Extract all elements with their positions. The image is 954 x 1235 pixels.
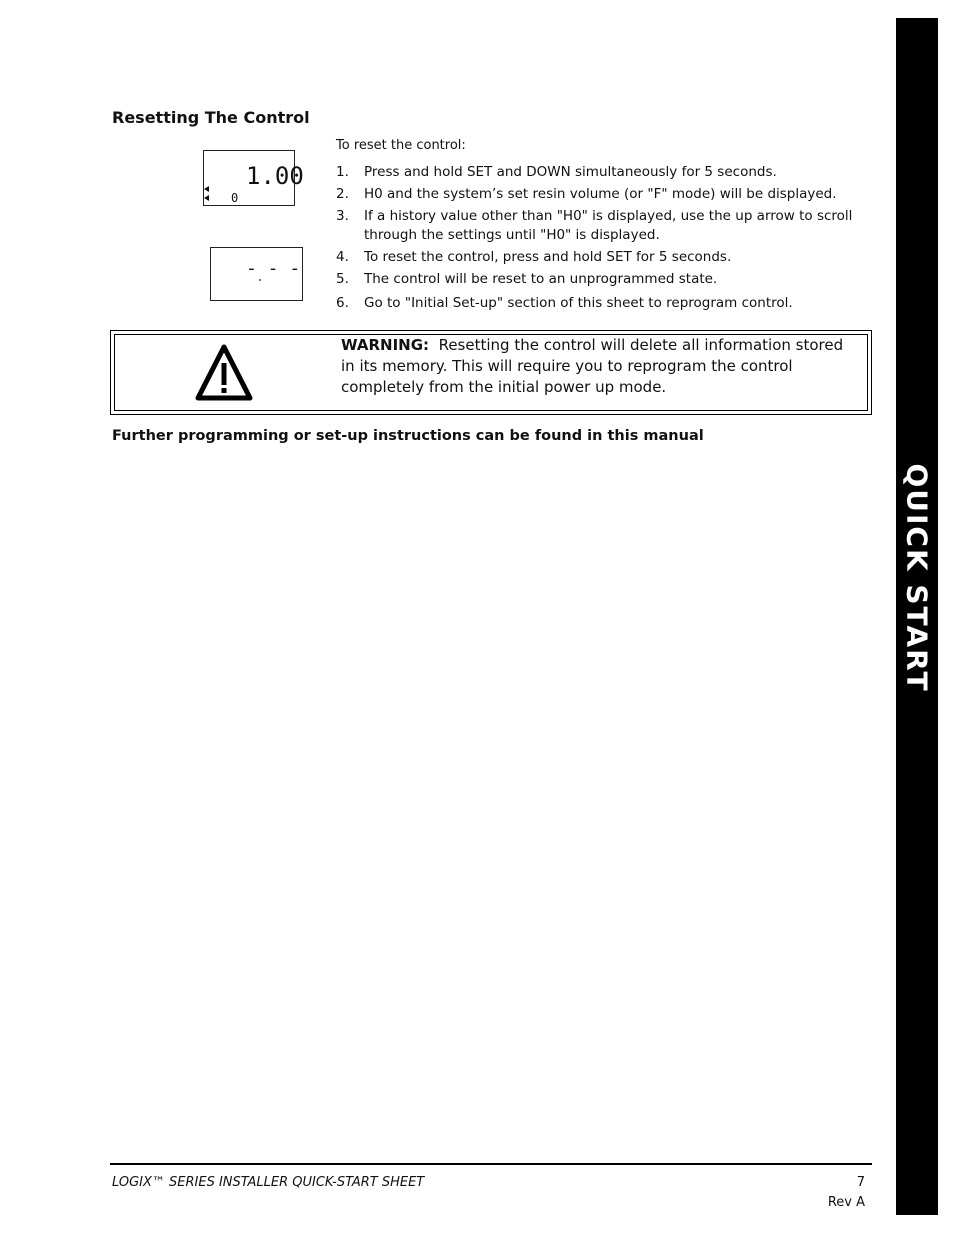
footer-title: LOGIX™ SERIES INSTALLER QUICK-START SHEET xyxy=(112,1175,425,1190)
step-text: H0 and the system’s set resin volume (or "F" mode) will be displayed. xyxy=(364,186,837,202)
lcd-indicator-arrow-icon xyxy=(204,186,209,192)
steps-list xyxy=(336,163,856,313)
step-text: To reset the control, press and hold SET for 5 seconds. xyxy=(364,249,732,265)
further-instructions-note: Further programming or set-up instructions can be found in this manual xyxy=(112,428,704,444)
section-heading: Resetting The Control xyxy=(112,108,310,127)
step-text: Press and hold SET and DOWN simultaneously for 5 seconds. xyxy=(364,164,777,180)
lcd-small-readout: 0 xyxy=(231,191,239,205)
step-number: 1. xyxy=(336,164,349,180)
step-number: 2. xyxy=(336,186,349,202)
step-item xyxy=(336,163,856,182)
intro-text: To reset the control: xyxy=(336,138,466,153)
warning-label: WARNING: xyxy=(341,336,430,354)
step-item xyxy=(336,294,856,313)
step-item xyxy=(336,248,856,267)
lcd-dash-readout: - - - xyxy=(246,258,301,279)
warning-box xyxy=(110,330,872,415)
step-text: The control will be reset to an unprogrammed state. xyxy=(364,271,718,287)
step-item xyxy=(336,185,856,204)
side-tab xyxy=(896,18,938,1215)
side-tab-label: QUICK START xyxy=(900,463,934,693)
step-number: 6. xyxy=(336,295,349,311)
step-item xyxy=(336,270,856,289)
step-text: If a history value other than "H0" is displayed, use the up arrow to scroll through the settings until "H0" is displayed. xyxy=(364,208,853,243)
page-number: 7 xyxy=(856,1175,865,1190)
step-item xyxy=(336,207,856,245)
warning-message: Resetting the control will delete all information stored in its memory. This will require you to reprogram the control completely from the initial power up mode. xyxy=(341,336,844,396)
step-number: 3. xyxy=(336,208,349,224)
lcd-display-reset xyxy=(210,247,303,301)
warning-text-block xyxy=(341,335,861,398)
lcd-display-h0 xyxy=(203,150,304,206)
footer-divider xyxy=(110,1163,872,1165)
lcd-indicator-arrow-icon xyxy=(204,195,209,201)
lcd-main-readout: 1.00 xyxy=(246,162,304,190)
step-number: 5. xyxy=(336,271,349,287)
warning-triangle-icon xyxy=(193,342,255,402)
step-number: 4. xyxy=(336,249,349,265)
lcd-dot-icon xyxy=(259,279,261,281)
revision-label: Rev A xyxy=(827,1195,865,1210)
step-text: Go to "Initial Set-up" section of this sheet to reprogram control. xyxy=(364,295,793,311)
